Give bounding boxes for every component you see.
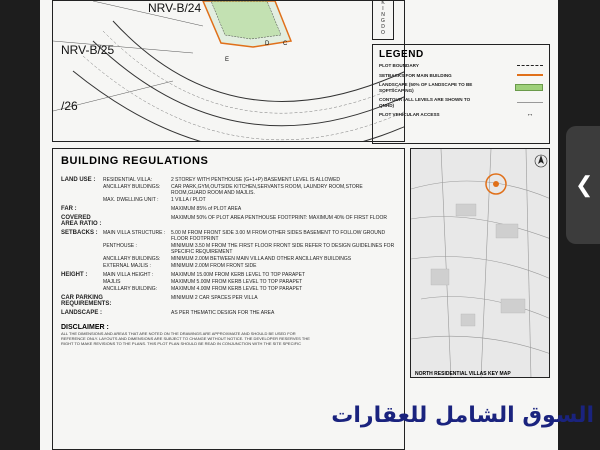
regulations-table (61, 177, 396, 316)
key-map (410, 148, 550, 378)
regulation-c1 (61, 184, 103, 196)
regulation-row (61, 279, 396, 285)
regulation-c3: MINIMUM 2 CAR SPACES PER VILLA (171, 295, 258, 301)
regulation-c1: COVERED AREA RATIO : (61, 215, 102, 227)
regulation-c1: LAND USE : (61, 177, 96, 183)
strip-char: K (381, 0, 385, 6)
regulation-c3: MAXIMUM 4.00M FROM KERB LEVEL TO TOP PARAPET (171, 286, 303, 292)
regulation-row (61, 197, 396, 203)
regulation-c3: MINIMUM 2.00M FROM FRONT SIDE (171, 263, 257, 269)
regulation-c3: MINIMUM 2.00M BETWEEN MAIN VILLA AND OTHER ANCILLARY BUILDINGS (171, 256, 352, 262)
regulation-c3: 1 VILLA / PLOT (171, 197, 206, 203)
regulation-c2 (103, 295, 171, 307)
regulation-c2: MAX. DWELLING UNIT : (103, 197, 159, 203)
key-map-title: NORTH RESIDENTIAL VILLAS KEY MAP (415, 371, 511, 377)
regulation-c1 (61, 197, 103, 203)
regulation-c3: MAXIMUM 5.00M FROM KERB LEVEL TO TOP PARAPET (171, 279, 303, 285)
plan-drawing (53, 1, 405, 142)
landscape-swatch (515, 84, 543, 91)
legend-item-setbacks: SETBACKS FOR MAIN BUILDING (379, 73, 543, 79)
regulation-c3: 5.00 M FROM FRONT SIDE 3.00 M FROM OTHER SIDES BASEMENT TO FOLLOW GROUND FLOOR FOOTPRINT (171, 230, 386, 242)
regulations-title: BUILDING REGULATIONS (61, 155, 209, 167)
regulation-c2: PENTHOUSE : (103, 243, 137, 249)
disclaimer-text: ALL THE DIMENSIONS AND AREAS THAT ARE NOTED ON THE DRAWINGS ARE APPROXIMATE AND SHOULD BE USED FOR REFERENCE ONLY. LAYOUTS AND DIMENSIONS ARE SUBJECT TO CHANGE WITHOUT NOTICE. THE DEVELOPER RESERVES THE RIGHT TO MAKE REVISIONS TO THE PLANS. THIS PLOT PLAN SHOULD BE READ IN CONJUNCTION WITH THE SITE SPECIFIC (61, 331, 310, 346)
corner-label-e: E (225, 57, 230, 63)
strip-char: O (381, 30, 385, 36)
contour-swatch (517, 102, 543, 103)
regulation-c3: MAXIMUM 85% of PLOT AREA (171, 206, 242, 212)
chevron-left-icon: ❮ (575, 172, 594, 197)
regulation-c2: MAIN VILLA HEIGHT : (103, 272, 154, 278)
regulation-row (61, 310, 396, 316)
strip-char: I (382, 6, 384, 12)
double-arrow-icon: ↔ (526, 111, 534, 119)
legend-title: LEGEND (379, 49, 424, 60)
regulation-c1 (61, 256, 103, 262)
boundary-swatch (517, 65, 543, 66)
regulation-row (61, 206, 396, 212)
regulation-row (61, 263, 396, 269)
strip-char: G (381, 18, 385, 24)
regulation-row (61, 215, 396, 227)
plot-label-24: NRV-B/24 (148, 1, 202, 15)
regulation-c3: MAXIMUM 50% OF PLOT AREA PENTHOUSE FOOTPRINT: MAXIMUM 40% OF FIRST FLOOR (171, 215, 387, 221)
legend-item-landscape: LANDSCAPE (50% OF LANDSCAPE TO BE SOFTSCAPING) (379, 82, 543, 93)
regulation-c1 (61, 286, 103, 292)
regulation-c2: MAJLIS (103, 279, 121, 285)
regulation-c3: AS PER THEMATIC DESIGN FOR THE AREA (171, 310, 275, 316)
regulation-c1 (61, 263, 103, 269)
regulation-c2: RESIDENTIAL VILLA: (103, 177, 152, 183)
regulation-c3: CAR PARK,GYM,OUTSIDE KITCHEN,SERVANTS ROOM, LAUNDRY ROOM,STORE ROOM,GUARD ROOM AND MAJLIS. (171, 184, 363, 196)
regulation-c1 (61, 243, 103, 255)
regulation-c1: FAR : (61, 206, 77, 212)
legend-item-contour: CONTOUR (ALL LEVELS ARE SHOWN TO QNHD) (379, 97, 543, 108)
setback-swatch (517, 74, 543, 76)
regulation-c1: LANDSCAPE : (61, 310, 103, 316)
key-map-drawing (411, 149, 550, 378)
regulation-c3: 2 STOREY WITH PENTHOUSE (G+1+P) BASEMENT LEVEL IS ALLOWED (171, 177, 341, 183)
watermark-brand: السوق الشامل للعقارات (331, 403, 594, 428)
legend-item-plot-boundary: PLOT BOUNDARY (379, 63, 543, 69)
regulation-c2: ANCILLARY BUILDING: (103, 286, 158, 292)
north-strip (372, 0, 394, 40)
regulation-c2 (103, 310, 171, 316)
next-page-tab[interactable] (566, 126, 600, 244)
regulation-c2: ANCILLARY BUILDINGS: (103, 184, 161, 190)
regulation-c1: SETBACKS : (61, 230, 98, 236)
regulation-c1 (61, 279, 103, 285)
regulation-c2: MAIN VILLA STRUCTURE : (103, 230, 166, 236)
legend-box (372, 44, 550, 144)
regulation-row (61, 184, 396, 196)
corner-label-d: D (265, 41, 270, 47)
strip-char: D (381, 24, 385, 30)
plot-label-25: NRV-B/25 (61, 43, 115, 57)
disclaimer-title: DISCLAIMER : (61, 324, 109, 331)
document-sheet (40, 0, 558, 450)
corner-label-c: C (283, 41, 288, 47)
regulation-row (61, 256, 396, 262)
regulation-row (61, 243, 396, 255)
regulation-c2 (103, 215, 171, 227)
regulation-c3: MAXIMUM 15.00M FROM KERB LEVEL TO TOP PARAPET (171, 272, 306, 278)
regulation-c1: HEIGHT : (61, 272, 88, 278)
regulation-row (61, 177, 396, 183)
site-plan (52, 0, 405, 142)
regulation-row (61, 295, 396, 307)
regulation-c2 (103, 206, 171, 212)
regulation-c1: CAR PARKING REQUIREMENTS: (61, 295, 112, 307)
plot-label-26: /26 (61, 99, 78, 113)
regulation-c2: ANCILLARY BUILDINGS: (103, 256, 161, 262)
regulation-c2: EXTERNAL MAJLIS : (103, 263, 151, 269)
regulation-row (61, 286, 396, 292)
regulation-row (61, 272, 396, 278)
regulation-row (61, 230, 396, 242)
regulation-c3: MINIMUM 3.50 M FROM THE FIRST FLOOR FRONT SIDE REFER TO DESIGN GUIDELINES FOR SPECIFIC REQUIREMENT (171, 243, 395, 255)
legend-item-access: PLOT VEHICULAR ACCESS ↔ (379, 112, 543, 118)
strip-char: N (381, 12, 385, 18)
